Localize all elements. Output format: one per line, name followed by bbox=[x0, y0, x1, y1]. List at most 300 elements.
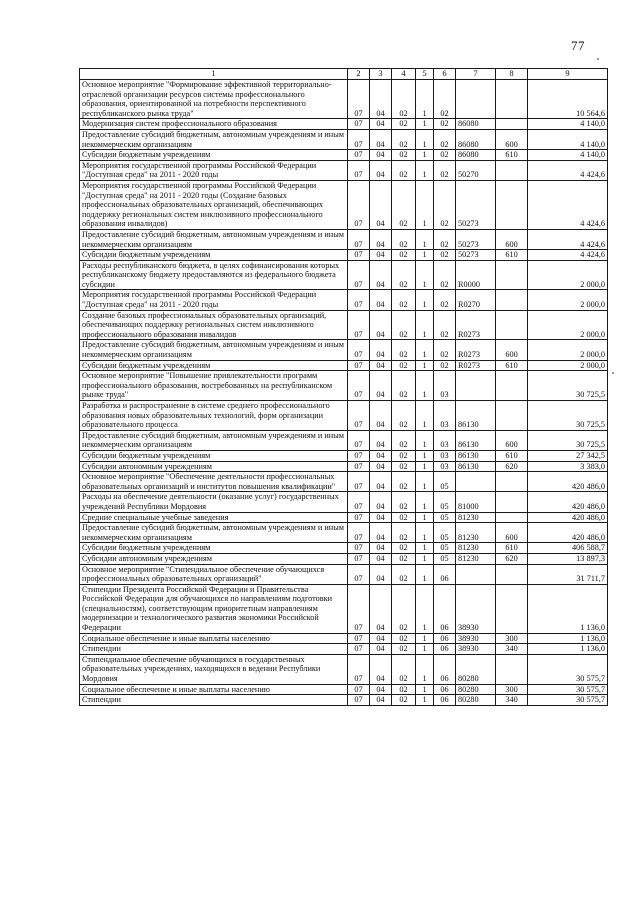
subsection-code-cell: 04 bbox=[370, 543, 392, 554]
direction-code-cell bbox=[456, 564, 496, 584]
section-code-cell: 07 bbox=[348, 695, 370, 706]
amount-cell: 30 725,5 bbox=[528, 430, 608, 450]
amount-cell: 30 575,7 bbox=[528, 684, 608, 695]
direction-code-cell: 50273 bbox=[456, 180, 496, 229]
section-code-cell: 07 bbox=[348, 450, 370, 461]
table-row bbox=[80, 543, 608, 554]
subsection-code-cell: 04 bbox=[370, 229, 392, 249]
program-code-cell: 02 bbox=[392, 492, 416, 512]
subsection-code-cell: 04 bbox=[370, 695, 392, 706]
subprogram-code-cell: 1 bbox=[416, 450, 434, 461]
subsection-code-cell: 04 bbox=[370, 450, 392, 461]
table-row bbox=[80, 371, 608, 401]
activity-code-cell: 02 bbox=[434, 119, 456, 130]
column-header: 4 bbox=[392, 69, 416, 80]
item-name-cell: Модернизация систем профессионального образования bbox=[80, 119, 348, 130]
item-name-cell: Мероприятия государственной программы Российской Федерации "Доступная среда" на 2011 - 2020 годы bbox=[80, 160, 348, 180]
section-code-cell: 07 bbox=[348, 150, 370, 161]
subprogram-code-cell: 1 bbox=[416, 492, 434, 512]
program-code-cell: 02 bbox=[392, 129, 416, 149]
activity-code-cell: 05 bbox=[434, 543, 456, 554]
expense-type-cell bbox=[496, 180, 528, 229]
expense-type-cell: 620 bbox=[496, 461, 528, 472]
activity-code-cell: 05 bbox=[434, 492, 456, 512]
subprogram-code-cell: 1 bbox=[416, 523, 434, 543]
expense-type-cell bbox=[496, 310, 528, 340]
table-row bbox=[80, 360, 608, 371]
expense-type-cell: 340 bbox=[496, 695, 528, 706]
item-name-cell: Основное мероприятие "Обеспечение деятельности профессиональных образовательных организаций и институтов повышения квалификации" bbox=[80, 472, 348, 492]
activity-code-cell: 02 bbox=[434, 290, 456, 310]
direction-code-cell: R0270 bbox=[456, 290, 496, 310]
item-name-cell: Мероприятия государственной программы Российской Федерации "Доступная среда" на 2011 - 2020 годы bbox=[80, 290, 348, 310]
table-row bbox=[80, 492, 608, 512]
direction-code-cell: R0273 bbox=[456, 360, 496, 371]
subprogram-code-cell: 1 bbox=[416, 150, 434, 161]
page-number: 77 bbox=[571, 38, 585, 53]
item-name-cell: Стипендии bbox=[80, 695, 348, 706]
expense-type-cell: 600 bbox=[496, 129, 528, 149]
item-name-cell: Стипендии Президента Российской Федерации и Правительства Российской Федерации для обучающихся по направлениям подготовки (специальностям), соответствующим приоритетным направлениям модернизации и технологического развития экономики Российской Федерации bbox=[80, 584, 348, 633]
item-name-cell: Основное мероприятие "Формирование эффективной территориально-отраслевой организации ресурсов системы профессионального образования, ориентированной на потребности перспективного республиканского рынка труда" bbox=[80, 80, 348, 119]
section-code-cell: 07 bbox=[348, 80, 370, 119]
expense-type-cell bbox=[496, 564, 528, 584]
expense-type-cell bbox=[496, 654, 528, 684]
table-row bbox=[80, 564, 608, 584]
subprogram-code-cell: 1 bbox=[416, 644, 434, 655]
program-code-cell: 02 bbox=[392, 450, 416, 461]
table-row bbox=[80, 129, 608, 149]
program-code-cell: 02 bbox=[392, 523, 416, 543]
subprogram-code-cell: 1 bbox=[416, 260, 434, 290]
activity-code-cell: 02 bbox=[434, 340, 456, 360]
activity-code-cell: 06 bbox=[434, 633, 456, 644]
activity-code-cell: 02 bbox=[434, 160, 456, 180]
expense-type-cell: 620 bbox=[496, 553, 528, 564]
program-code-cell: 02 bbox=[392, 461, 416, 472]
scan-speck bbox=[612, 372, 614, 374]
amount-cell: 27 342,5 bbox=[528, 450, 608, 461]
direction-code-cell: 86080 bbox=[456, 150, 496, 161]
subprogram-code-cell: 1 bbox=[416, 129, 434, 149]
section-code-cell: 07 bbox=[348, 371, 370, 401]
amount-cell: 4 140,0 bbox=[528, 150, 608, 161]
program-code-cell: 02 bbox=[392, 180, 416, 229]
section-code-cell: 07 bbox=[348, 523, 370, 543]
amount-cell: 30 575,7 bbox=[528, 695, 608, 706]
section-code-cell: 07 bbox=[348, 684, 370, 695]
amount-cell: 1 136,0 bbox=[528, 644, 608, 655]
expense-type-cell: 600 bbox=[496, 430, 528, 450]
amount-cell: 4 140,0 bbox=[528, 129, 608, 149]
program-code-cell: 02 bbox=[392, 340, 416, 360]
table-row bbox=[80, 401, 608, 431]
amount-cell: 30 575,7 bbox=[528, 654, 608, 684]
table-row bbox=[80, 229, 608, 249]
section-code-cell: 07 bbox=[348, 512, 370, 523]
item-name-cell: Мероприятия государственной программы Российской Федерации "Доступная среда" на 2011 - 2020 годы (Создание базовых профессиональных образовательных организаций, обеспечивающих поддержку региональных систем инклюзивного профессионального образования инвалидов) bbox=[80, 180, 348, 229]
subsection-code-cell: 04 bbox=[370, 260, 392, 290]
program-code-cell: 02 bbox=[392, 119, 416, 130]
subsection-code-cell: 04 bbox=[370, 654, 392, 684]
amount-cell: 406 588,7 bbox=[528, 543, 608, 554]
expense-type-cell bbox=[496, 371, 528, 401]
activity-code-cell: 02 bbox=[434, 360, 456, 371]
program-code-cell: 02 bbox=[392, 360, 416, 371]
subsection-code-cell: 04 bbox=[370, 564, 392, 584]
item-name-cell: Предоставление субсидий бюджетным, автономным учреждениям и иным некоммерческим организациям bbox=[80, 229, 348, 249]
activity-code-cell: 02 bbox=[434, 310, 456, 340]
program-code-cell: 02 bbox=[392, 310, 416, 340]
subsection-code-cell: 04 bbox=[370, 80, 392, 119]
amount-cell: 31 711,7 bbox=[528, 564, 608, 584]
subsection-code-cell: 04 bbox=[370, 160, 392, 180]
table-row bbox=[80, 523, 608, 543]
direction-code-cell: 86080 bbox=[456, 129, 496, 149]
program-code-cell: 02 bbox=[392, 160, 416, 180]
subsection-code-cell: 04 bbox=[370, 523, 392, 543]
activity-code-cell: 05 bbox=[434, 523, 456, 543]
activity-code-cell: 06 bbox=[434, 695, 456, 706]
direction-code-cell: 38930 bbox=[456, 633, 496, 644]
item-name-cell: Субсидии бюджетным учреждениям bbox=[80, 250, 348, 261]
item-name-cell: Субсидии бюджетным учреждениям bbox=[80, 150, 348, 161]
item-name-cell: Расходы на обеспечение деятельности (оказание услуг) государственных учреждений Республики Мордовия bbox=[80, 492, 348, 512]
program-code-cell: 02 bbox=[392, 512, 416, 523]
direction-code-cell: 81230 bbox=[456, 523, 496, 543]
direction-code-cell bbox=[456, 80, 496, 119]
subprogram-code-cell: 1 bbox=[416, 461, 434, 472]
section-code-cell: 07 bbox=[348, 461, 370, 472]
expense-type-cell: 340 bbox=[496, 644, 528, 655]
program-code-cell: 02 bbox=[392, 654, 416, 684]
section-code-cell: 07 bbox=[348, 340, 370, 360]
column-header: 2 bbox=[348, 69, 370, 80]
activity-code-cell: 02 bbox=[434, 180, 456, 229]
item-name-cell: Предоставление субсидий бюджетным, автономным учреждениям и иным некоммерческим организациям bbox=[80, 430, 348, 450]
table-row bbox=[80, 250, 608, 261]
subprogram-code-cell: 1 bbox=[416, 290, 434, 310]
expense-type-cell bbox=[496, 492, 528, 512]
expense-type-cell bbox=[496, 80, 528, 119]
direction-code-cell: 86130 bbox=[456, 430, 496, 450]
direction-code-cell: 86130 bbox=[456, 401, 496, 431]
activity-code-cell: 06 bbox=[434, 584, 456, 633]
program-code-cell: 02 bbox=[392, 584, 416, 633]
program-code-cell: 02 bbox=[392, 229, 416, 249]
activity-code-cell: 05 bbox=[434, 472, 456, 492]
column-header: 6 bbox=[434, 69, 456, 80]
section-code-cell: 07 bbox=[348, 472, 370, 492]
amount-cell: 4 424,6 bbox=[528, 160, 608, 180]
section-code-cell: 07 bbox=[348, 160, 370, 180]
subprogram-code-cell: 1 bbox=[416, 119, 434, 130]
section-code-cell: 07 bbox=[348, 492, 370, 512]
expense-type-cell bbox=[496, 119, 528, 130]
item-name-cell: Социальное обеспечение и иные выплаты населению bbox=[80, 684, 348, 695]
column-header: 1 bbox=[80, 69, 348, 80]
subprogram-code-cell: 1 bbox=[416, 250, 434, 261]
item-name-cell: Субсидии автономным учреждениям bbox=[80, 553, 348, 564]
amount-cell: 1 136,0 bbox=[528, 633, 608, 644]
subsection-code-cell: 04 bbox=[370, 129, 392, 149]
expense-type-cell bbox=[496, 584, 528, 633]
activity-code-cell: 06 bbox=[434, 564, 456, 584]
activity-code-cell: 06 bbox=[434, 684, 456, 695]
table-row bbox=[80, 150, 608, 161]
amount-cell: 2 000,0 bbox=[528, 310, 608, 340]
subsection-code-cell: 04 bbox=[370, 250, 392, 261]
direction-code-cell bbox=[456, 371, 496, 401]
item-name-cell: Субсидии бюджетным учреждениям bbox=[80, 360, 348, 371]
amount-cell: 4 424,6 bbox=[528, 229, 608, 249]
expense-type-cell bbox=[496, 401, 528, 431]
section-code-cell: 07 bbox=[348, 553, 370, 564]
subsection-code-cell: 04 bbox=[370, 472, 392, 492]
activity-code-cell: 02 bbox=[434, 229, 456, 249]
expense-type-cell: 610 bbox=[496, 250, 528, 261]
expense-type-cell: 610 bbox=[496, 360, 528, 371]
section-code-cell: 07 bbox=[348, 129, 370, 149]
amount-cell: 13 897,3 bbox=[528, 553, 608, 564]
expense-type-cell: 600 bbox=[496, 340, 528, 360]
subsection-code-cell: 04 bbox=[370, 180, 392, 229]
subsection-code-cell: 04 bbox=[370, 644, 392, 655]
direction-code-cell: 50273 bbox=[456, 229, 496, 249]
table-row bbox=[80, 512, 608, 523]
table-row bbox=[80, 430, 608, 450]
activity-code-cell: 06 bbox=[434, 644, 456, 655]
program-code-cell: 02 bbox=[392, 553, 416, 564]
subprogram-code-cell: 1 bbox=[416, 80, 434, 119]
subprogram-code-cell: 1 bbox=[416, 371, 434, 401]
item-name-cell: Социальное обеспечение и иные выплаты населению bbox=[80, 633, 348, 644]
amount-cell: 2 000,0 bbox=[528, 360, 608, 371]
subprogram-code-cell: 1 bbox=[416, 360, 434, 371]
section-code-cell: 07 bbox=[348, 584, 370, 633]
subprogram-code-cell: 1 bbox=[416, 584, 434, 633]
program-code-cell: 02 bbox=[392, 644, 416, 655]
subprogram-code-cell: 1 bbox=[416, 472, 434, 492]
column-header: 7 bbox=[456, 69, 496, 80]
subprogram-code-cell: 1 bbox=[416, 340, 434, 360]
column-header: 9 bbox=[528, 69, 608, 80]
program-code-cell: 02 bbox=[392, 150, 416, 161]
activity-code-cell: 03 bbox=[434, 371, 456, 401]
item-name-cell: Субсидии бюджетным учреждениям bbox=[80, 450, 348, 461]
section-code-cell: 07 bbox=[348, 654, 370, 684]
expense-type-cell: 610 bbox=[496, 543, 528, 554]
column-header: 3 bbox=[370, 69, 392, 80]
activity-code-cell: 02 bbox=[434, 260, 456, 290]
subsection-code-cell: 04 bbox=[370, 290, 392, 310]
subprogram-code-cell: 1 bbox=[416, 401, 434, 431]
subsection-code-cell: 04 bbox=[370, 584, 392, 633]
activity-code-cell: 02 bbox=[434, 129, 456, 149]
direction-code-cell: 81230 bbox=[456, 543, 496, 554]
subsection-code-cell: 04 bbox=[370, 553, 392, 564]
subsection-code-cell: 04 bbox=[370, 461, 392, 472]
table-body bbox=[80, 80, 608, 706]
section-code-cell: 07 bbox=[348, 310, 370, 340]
item-name-cell: Предоставление субсидий бюджетным, автономным учреждениям и иным некоммерческим организациям bbox=[80, 340, 348, 360]
subsection-code-cell: 04 bbox=[370, 119, 392, 130]
amount-cell: 420 486,0 bbox=[528, 472, 608, 492]
direction-code-cell: 81000 bbox=[456, 492, 496, 512]
table-row bbox=[80, 684, 608, 695]
table-row bbox=[80, 633, 608, 644]
section-code-cell: 07 bbox=[348, 260, 370, 290]
direction-code-cell: R0273 bbox=[456, 340, 496, 360]
expense-type-cell: 610 bbox=[496, 450, 528, 461]
subsection-code-cell: 04 bbox=[370, 310, 392, 340]
program-code-cell: 02 bbox=[392, 401, 416, 431]
amount-cell: 4 424,6 bbox=[528, 180, 608, 229]
direction-code-cell: 86080 bbox=[456, 119, 496, 130]
section-code-cell: 07 bbox=[348, 644, 370, 655]
program-code-cell: 02 bbox=[392, 290, 416, 310]
section-code-cell: 07 bbox=[348, 229, 370, 249]
direction-code-cell: 38930 bbox=[456, 644, 496, 655]
direction-code-cell: 86130 bbox=[456, 450, 496, 461]
subsection-code-cell: 04 bbox=[370, 401, 392, 431]
subprogram-code-cell: 1 bbox=[416, 180, 434, 229]
table-row bbox=[80, 290, 608, 310]
column-header: 8 bbox=[496, 69, 528, 80]
amount-cell: 3 383,0 bbox=[528, 461, 608, 472]
section-code-cell: 07 bbox=[348, 564, 370, 584]
table-row bbox=[80, 180, 608, 229]
program-code-cell: 02 bbox=[392, 80, 416, 119]
amount-cell: 30 725,5 bbox=[528, 401, 608, 431]
expense-type-cell: 610 bbox=[496, 150, 528, 161]
direction-code-cell: 38930 bbox=[456, 584, 496, 633]
expense-type-cell: 600 bbox=[496, 523, 528, 543]
subsection-code-cell: 04 bbox=[370, 684, 392, 695]
program-code-cell: 02 bbox=[392, 695, 416, 706]
subsection-code-cell: 04 bbox=[370, 430, 392, 450]
direction-code-cell: 50270 bbox=[456, 160, 496, 180]
item-name-cell: Субсидии автономным учреждениям bbox=[80, 461, 348, 472]
subprogram-code-cell: 1 bbox=[416, 430, 434, 450]
budget-allocation-table bbox=[79, 68, 608, 706]
table-row bbox=[80, 654, 608, 684]
program-code-cell: 02 bbox=[392, 684, 416, 695]
subprogram-code-cell: 1 bbox=[416, 310, 434, 340]
column-header: 5 bbox=[416, 69, 434, 80]
item-name-cell: Предоставление субсидий бюджетным, автономным учреждениям и иным некоммерческим организациям bbox=[80, 129, 348, 149]
table-row bbox=[80, 260, 608, 290]
item-name-cell: Основное мероприятие "Стипендиальное обеспечение обучающихся профессиональных образовательных организаций" bbox=[80, 564, 348, 584]
section-code-cell: 07 bbox=[348, 250, 370, 261]
section-code-cell: 07 bbox=[348, 633, 370, 644]
table-header-row bbox=[80, 69, 608, 80]
amount-cell: 2 000,0 bbox=[528, 260, 608, 290]
program-code-cell: 02 bbox=[392, 543, 416, 554]
expense-type-cell: 300 bbox=[496, 633, 528, 644]
table-row bbox=[80, 310, 608, 340]
section-code-cell: 07 bbox=[348, 543, 370, 554]
activity-code-cell: 02 bbox=[434, 150, 456, 161]
program-code-cell: 02 bbox=[392, 633, 416, 644]
direction-code-cell: 81230 bbox=[456, 553, 496, 564]
amount-cell: 1 136,0 bbox=[528, 584, 608, 633]
section-code-cell: 07 bbox=[348, 290, 370, 310]
subsection-code-cell: 04 bbox=[370, 512, 392, 523]
expense-type-cell: 600 bbox=[496, 229, 528, 249]
direction-code-cell: R0273 bbox=[456, 310, 496, 340]
section-code-cell: 07 bbox=[348, 401, 370, 431]
subprogram-code-cell: 1 bbox=[416, 553, 434, 564]
direction-code-cell: 80280 bbox=[456, 695, 496, 706]
table-row bbox=[80, 340, 608, 360]
activity-code-cell: 05 bbox=[434, 553, 456, 564]
subprogram-code-cell: 1 bbox=[416, 695, 434, 706]
subsection-code-cell: 04 bbox=[370, 360, 392, 371]
subsection-code-cell: 04 bbox=[370, 371, 392, 401]
expense-type-cell bbox=[496, 260, 528, 290]
program-code-cell: 02 bbox=[392, 430, 416, 450]
program-code-cell: 02 bbox=[392, 564, 416, 584]
subprogram-code-cell: 1 bbox=[416, 684, 434, 695]
amount-cell: 420 486,0 bbox=[528, 492, 608, 512]
expense-type-cell bbox=[496, 290, 528, 310]
program-code-cell: 02 bbox=[392, 472, 416, 492]
direction-code-cell: 80280 bbox=[456, 654, 496, 684]
section-code-cell: 07 bbox=[348, 430, 370, 450]
amount-cell: 4 424,6 bbox=[528, 250, 608, 261]
program-code-cell: 02 bbox=[392, 371, 416, 401]
item-name-cell: Средние специальные учебные заведения bbox=[80, 512, 348, 523]
direction-code-cell: 50273 bbox=[456, 250, 496, 261]
table-row bbox=[80, 461, 608, 472]
table-row bbox=[80, 584, 608, 633]
item-name-cell: Разработка и распространение в системе среднего профессионального образования новых образовательных технологий, форм организации образовательного процесса bbox=[80, 401, 348, 431]
table-row bbox=[80, 160, 608, 180]
subprogram-code-cell: 1 bbox=[416, 654, 434, 684]
amount-cell: 2 000,0 bbox=[528, 290, 608, 310]
subsection-code-cell: 04 bbox=[370, 150, 392, 161]
activity-code-cell: 03 bbox=[434, 450, 456, 461]
subsection-code-cell: 04 bbox=[370, 633, 392, 644]
scan-speck bbox=[597, 58, 599, 60]
direction-code-cell: 86130 bbox=[456, 461, 496, 472]
table-row bbox=[80, 553, 608, 564]
subprogram-code-cell: 1 bbox=[416, 564, 434, 584]
program-code-cell: 02 bbox=[392, 260, 416, 290]
item-name-cell: Стипендии bbox=[80, 644, 348, 655]
activity-code-cell: 03 bbox=[434, 401, 456, 431]
item-name-cell: Основное мероприятие "Повышение привлекательности программ профессионального образования, востребованных на республиканском рынке труда" bbox=[80, 371, 348, 401]
subsection-code-cell: 04 bbox=[370, 492, 392, 512]
direction-code-cell bbox=[456, 472, 496, 492]
subprogram-code-cell: 1 bbox=[416, 543, 434, 554]
expense-type-cell bbox=[496, 472, 528, 492]
expense-type-cell: 300 bbox=[496, 684, 528, 695]
section-code-cell: 07 bbox=[348, 119, 370, 130]
amount-cell: 420 486,0 bbox=[528, 512, 608, 523]
expense-type-cell bbox=[496, 512, 528, 523]
activity-code-cell: 03 bbox=[434, 430, 456, 450]
table-row bbox=[80, 695, 608, 706]
expense-type-cell bbox=[496, 160, 528, 180]
subprogram-code-cell: 1 bbox=[416, 633, 434, 644]
direction-code-cell: 81230 bbox=[456, 512, 496, 523]
direction-code-cell: R0000 bbox=[456, 260, 496, 290]
activity-code-cell: 05 bbox=[434, 512, 456, 523]
item-name-cell: Создание базовых профессиональных образовательных организаций, обеспечивающих поддержку региональных систем инклюзивного профессионального образования инвалидов bbox=[80, 310, 348, 340]
item-name-cell: Расходы республиканского бюджета, в целях софинансирования которых республиканскому бюджету предоставляются из федерального бюджета субсидии bbox=[80, 260, 348, 290]
